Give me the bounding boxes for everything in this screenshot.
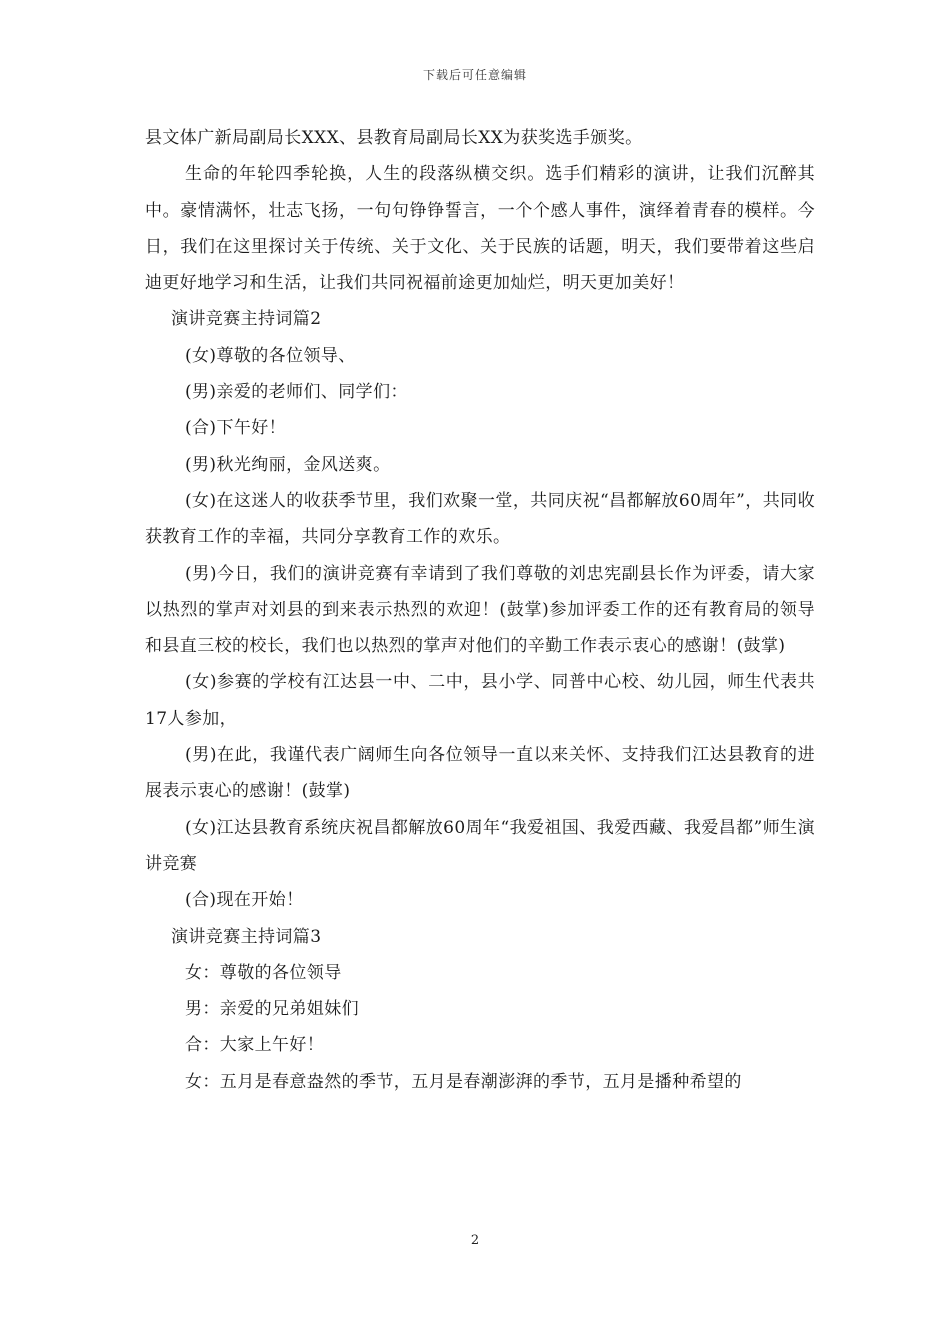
paragraph: 女：五月是春意盎然的季节，五月是春潮澎湃的季节，五月是播种希望的 (185, 1071, 742, 1092)
paragraph: 生命的年轮四季轮换，人生的段落纵横交织。选手们精彩的演讲，让我们沉醉其中。豪情满怀，壮志飞扬，一句句铮铮誓言，一个个感人事件，演绎着青春的模样。今日，我们在这里探讨关于传统、关于文化、关于民族的话题，明天，我们要带着这些启迪更好地学习和生活，让我们共同祝福前途更加灿烂，明天更加美好！ (145, 164, 815, 294)
paragraph: (男)亲爱的老师们、同学们： (185, 382, 408, 403)
paragraph: (合)下午好！ (185, 418, 287, 439)
paragraph: (女)参赛的学校有江达县一中、二中，县小学、同普中心校、幼儿园，师生代表共17人参加， (145, 672, 815, 729)
paragraph: 女：尊敬的各位领导 (185, 962, 342, 983)
section-heading: 演讲竞赛主持词篇3 (171, 926, 322, 947)
page-number: 2 (470, 1233, 480, 1248)
paragraph: 合：大家上午好！ (185, 1035, 325, 1056)
paragraph: (女)尊敬的各位领导、 (185, 345, 356, 366)
paragraph: (男)秋光绚丽，金风送爽。 (185, 454, 391, 475)
section-heading: 演讲竞赛主持词篇2 (171, 309, 322, 330)
paragraph: 男：亲爱的兄弟姐妹们 (185, 999, 359, 1020)
document-body (145, 120, 815, 1100)
paragraph: 县文体广新局副局长XXX、县教育局副局长XX为获奖选手颁奖。 (145, 128, 643, 148)
paragraph: (男)在此，我谨代表广阔师生向各位领导一直以来关怀、支持我们江达县教育的进展表示衷心的感谢！(鼓掌) (145, 745, 815, 802)
paragraph: (女)在这迷人的收获季节里，我们欢聚一堂，共同庆祝“昌都解放60周年”，共同收获教育工作的幸福，共同分享教育工作的欢乐。 (145, 490, 815, 548)
page-header: 下载后可任意编辑 (422, 68, 527, 82)
paragraph: (女)江达县教育系统庆祝昌都解放60周年“我爱祖国、我爱西藏、我爱昌都”师生演讲竞赛 (145, 817, 815, 874)
paragraph: (男)今日，我们的演讲竞赛有幸请到了我们尊敬的刘忠宪副县长作为评委，请大家以热烈的掌声对刘县的到来表示热烈的欢迎！(鼓掌)参加评委工作的还有教育局的领导和县直三校的校长，我们也以热烈的掌声对他们的辛勤工作表示衷心的感谢！(鼓掌) (145, 563, 815, 657)
paragraph: (合)现在开始！ (185, 890, 304, 911)
